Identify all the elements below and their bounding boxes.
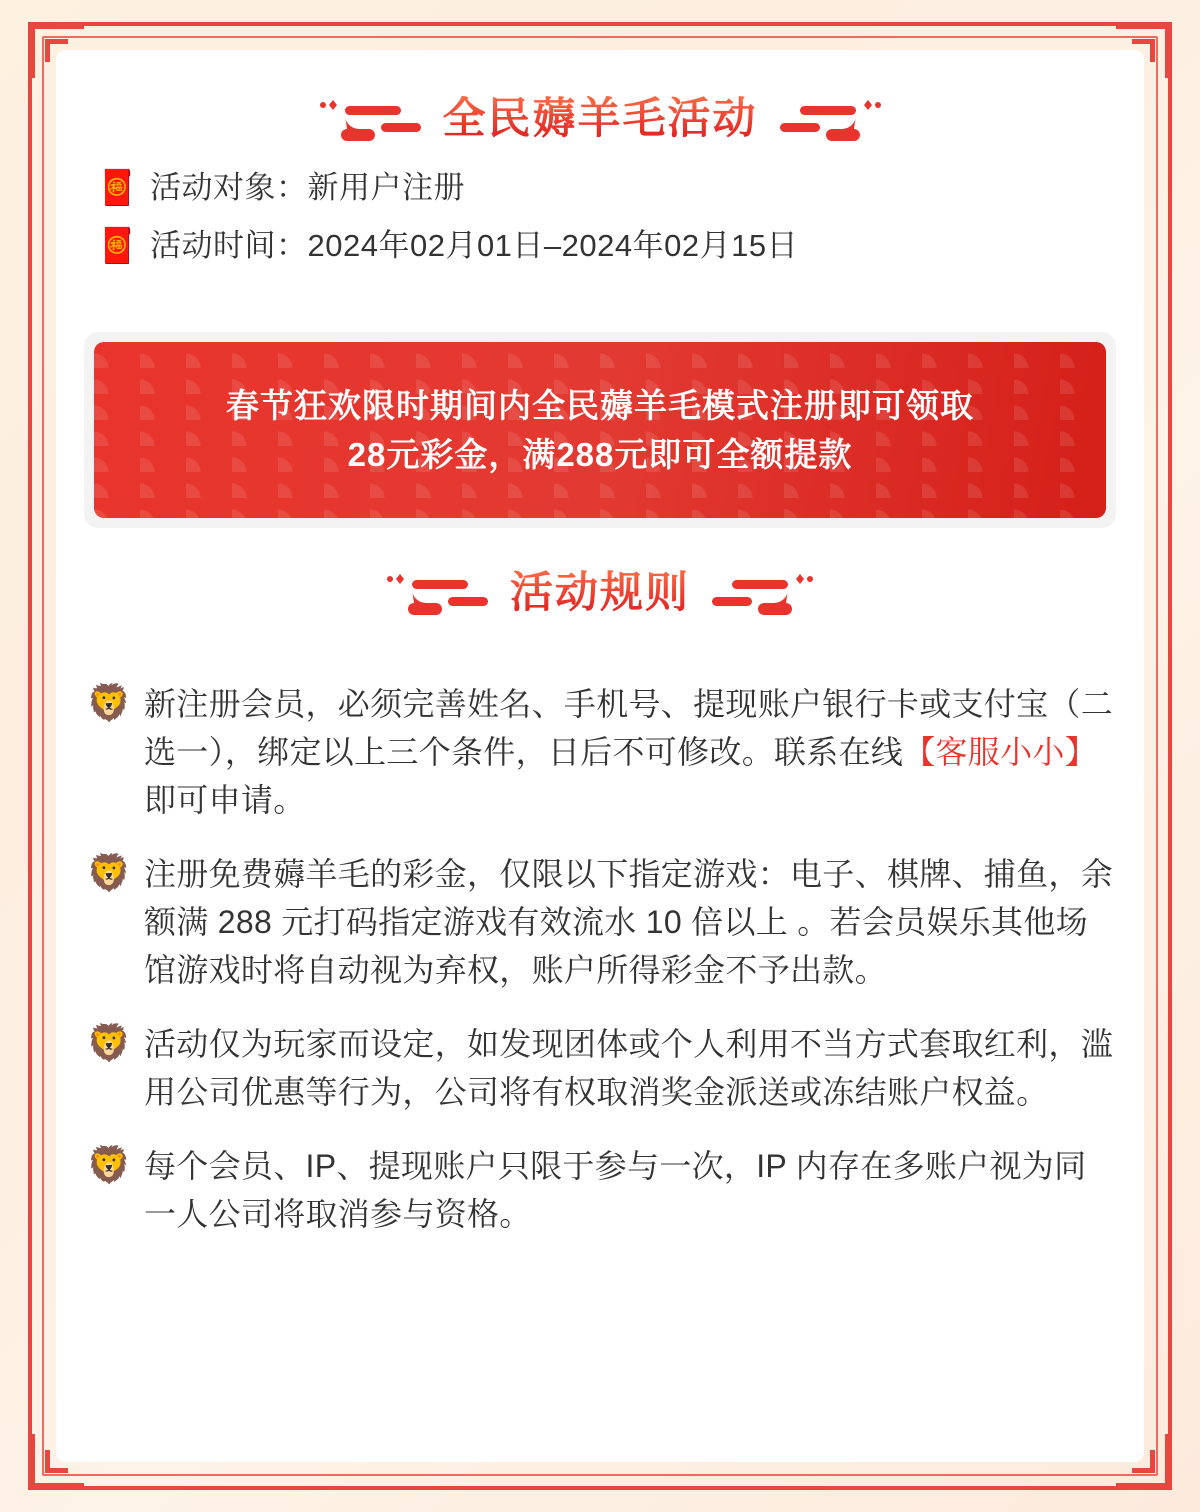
list-item: [86, 850, 1116, 994]
page-title-text: 全民薅羊毛活动: [442, 95, 758, 144]
highlight-banner-container: [84, 332, 1116, 528]
activity-info-block: [96, 168, 1106, 285]
rule-text-3: 活动仅为玩家而设定，如发现团体或个人利用不当方式套取红利，滥用公司优惠等行为，公司将有权取消奖金派送或冻结账户权益。: [144, 1026, 1114, 1110]
list-item: [96, 168, 1106, 208]
activity-period-text: 活动时间：2024年02月01日–2024年02月15日: [150, 228, 799, 264]
page-title: [56, 96, 1144, 144]
rule-text-1-highlight: 【客服小小】: [903, 734, 1098, 770]
highlight-banner: [94, 342, 1106, 518]
rule-text-2: 注册免费薅羊毛的彩金，仅限以下指定游戏：电子、棋牌、捕鱼，余额满 288 元打码指定游戏有效流水 10 倍以上 。若会员娱乐其他场馆游戏时将自动视为弃权，账户所得彩金不予出款。: [144, 856, 1114, 988]
highlight-banner-line-1: 春节狂欢限时期间内全民薅羊毛模式注册即可领取: [226, 386, 974, 424]
rules-title-text: 活动规则: [510, 569, 690, 618]
rules-list: [86, 680, 1116, 1264]
rule-text-1: [144, 680, 1116, 824]
cloud-ornament-right-icon: [708, 570, 818, 618]
lion-dance-icon: 🦁: [86, 852, 132, 893]
list-item: [86, 680, 1116, 824]
rule-text-1-after: 即可申请。: [144, 782, 306, 818]
cloud-ornament-left-icon: [315, 96, 425, 144]
rule-text-4: 每个会员、IP、提现账户只限于参与一次，IP 内存在多账户视为同一人公司将取消参与资格。: [144, 1148, 1087, 1232]
list-item: [86, 1020, 1116, 1116]
list-item: [96, 226, 1106, 266]
activity-target-text: 活动对象：新用户注册: [150, 170, 465, 205]
lion-dance-icon: 🦁: [86, 1144, 132, 1185]
highlight-banner-line-2: 28元彩金，满288元即可全额提款: [347, 436, 853, 473]
list-item: [86, 1142, 1116, 1238]
red-packet-icon: 🧧: [96, 227, 139, 266]
lion-dance-icon: 🦁: [86, 1022, 132, 1063]
lion-dance-icon: 🦁: [86, 682, 132, 723]
rules-title: [56, 570, 1144, 618]
cloud-ornament-left-icon: [382, 570, 492, 618]
promo-card: [56, 50, 1144, 1462]
cloud-ornament-right-icon: [776, 96, 886, 144]
red-packet-icon: 🧧: [96, 169, 139, 208]
rule-text-1-before: 新注册会员，必须完善姓名、手机号、提现账户银行卡或支付宝（二选一），绑定以上三个条件，日后不可修改。联系在线: [144, 686, 1114, 770]
